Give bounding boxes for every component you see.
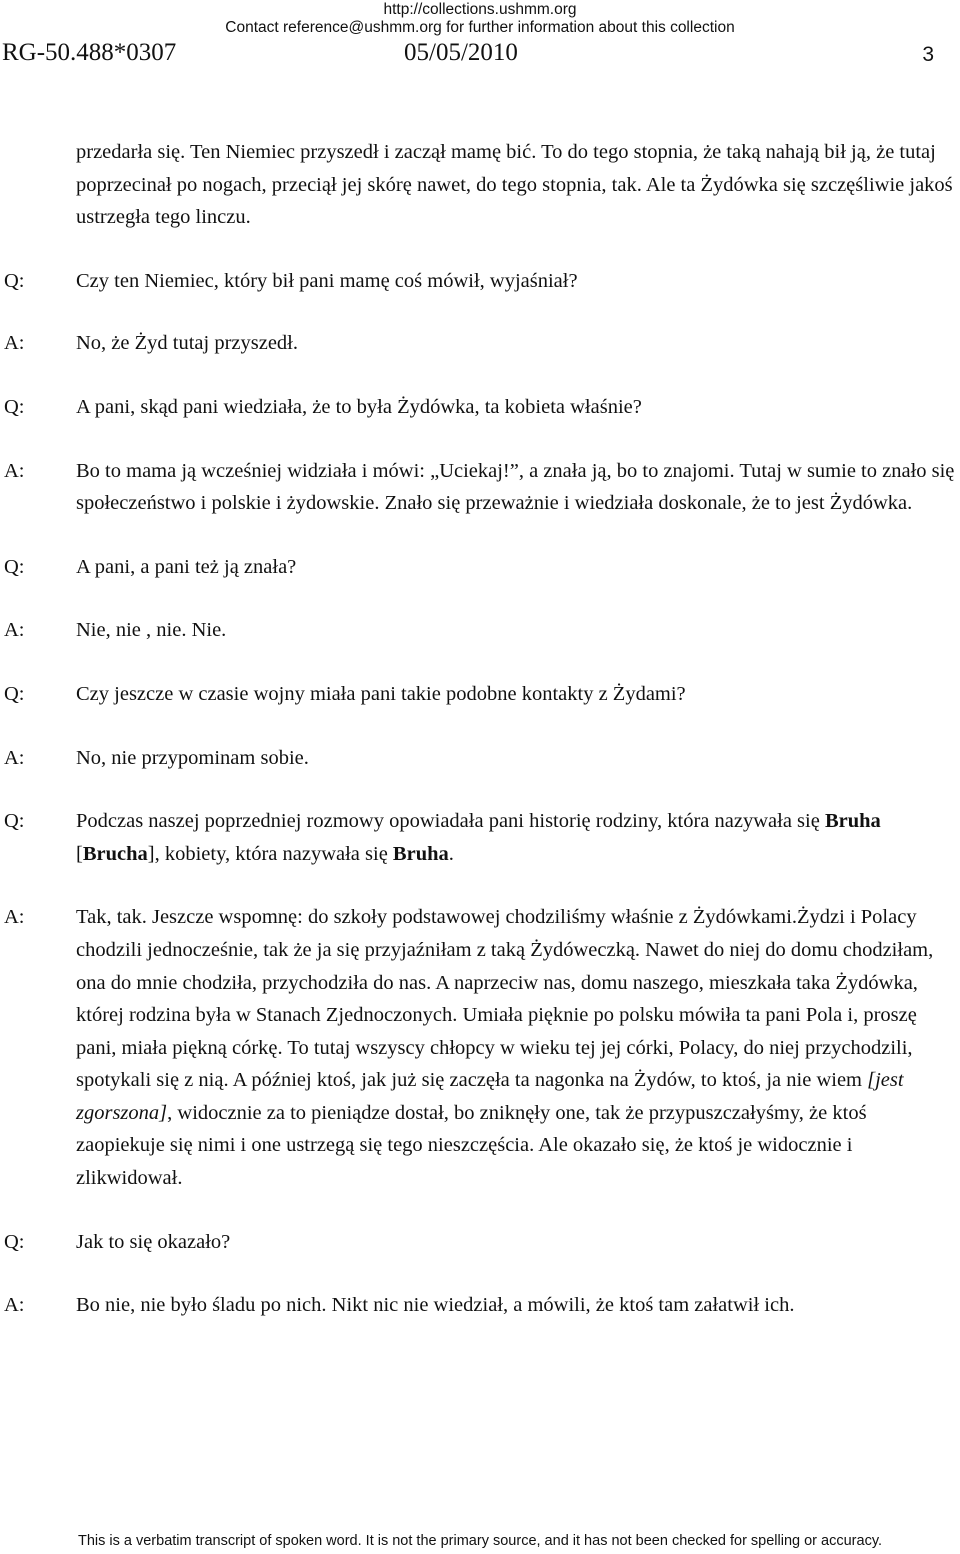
- text-run: [: [76, 842, 83, 865]
- editorial-note: [jest zgorszona]: [76, 1069, 904, 1124]
- lead-paragraph: [0, 136, 960, 234]
- page-number: 3: [922, 43, 934, 66]
- exchange-text: A pani, a pani też ją znała?: [76, 555, 297, 578]
- text-run: , widocznie za to pieniądze dostał, bo zniknęły one, tak że przypuszczałyśmy, że ktoś zaopiekuje się nimi i one ustrzegą się tego nieszczęścia. Ale okazało się, że ktoś je widocznie i zlikwidował.: [76, 1101, 867, 1190]
- exchange-text: Czy ten Niemiec, który bił pani mamę coś mówił, wyjaśniał?: [76, 269, 578, 292]
- speaker-label: A:: [4, 619, 25, 642]
- exchange-q: [0, 551, 960, 584]
- exchange-a: [0, 1289, 960, 1322]
- text-run: ], kobiety, która nazywała się: [147, 842, 393, 865]
- speaker-label: A:: [4, 1294, 25, 1317]
- exchange-text: Czy jeszcze w czasie wojny miała pani takie podobne kontakty z Żydami?: [76, 682, 686, 705]
- record-date: 05/05/2010: [404, 39, 518, 66]
- lead-paragraph-text: przedarła się. Ten Niemiec przyszedł i zaczął mamę bić. To do tego stopnia, że taką nahają bił ją, że tutaj poprzecinał po nogach, przeciął jej skórę nawet, do tego stopnia, tak. Ale ta Żydówka się szczęśliwie jakoś ustrzegła tego linczu.: [76, 141, 953, 229]
- exchange-text: A pani, skąd pani wiedziała, że to była Żydówka, ta kobieta właśnie?: [76, 395, 642, 418]
- exchange-text: [76, 805, 958, 870]
- speaker-label: A:: [4, 459, 25, 482]
- exchange-text: Jak to się okazało?: [76, 1230, 231, 1253]
- header-url: http://collections.ushmm.org: [383, 1, 577, 18]
- name-bruha: Bruha: [824, 810, 881, 833]
- exchange-q: [0, 805, 960, 870]
- transcript-body: [0, 136, 960, 1322]
- exchange-a: [0, 455, 960, 520]
- exchange-text: Bo to mama ją wcześniej widziała i mówi: „Uciekaj!”, a znała ją, bo to znajomi. Tutaj w sumie to znało się społeczeństwo i polskie i żydowskie. Znało się przeważnie i wiedziała doskonale, że to jest Żydówka.: [76, 459, 955, 515]
- speaker-label: Q:: [4, 810, 25, 833]
- speaker-label: A:: [4, 906, 25, 929]
- speaker-label: Q:: [4, 269, 25, 292]
- exchange-text: No, nie przypominam sobie.: [76, 746, 309, 769]
- name-bruha: Bruha: [392, 842, 449, 865]
- speaker-label: Q:: [4, 395, 25, 418]
- exchange-a: [0, 614, 960, 647]
- exchange-text: Bo nie, nie było śladu po nich. Nikt nic nie wiedział, a mówili, że ktoś tam załatwił ich.: [76, 1294, 795, 1317]
- exchange-q: [0, 1226, 960, 1259]
- exchange-q: [0, 265, 960, 298]
- header-contact: Contact reference@ushmm.org for further information about this collection: [225, 19, 735, 36]
- speaker-label: Q:: [4, 682, 25, 705]
- text-run: Tak, tak. Jeszcze wspomnę: do szkoły podstawowej chodziliśmy właśnie z Żydówkami.Żydzi i Polacy chodzili jednocześnie, tak że ja się przyjaźniłam z taką Żydóweczką. Nawet do niej do domu chodziłam, ona do mnie chodziła, przychodziła do nas. A naprzeciw nas, domu naszego, mieszkała taka Żydówka, której rodzina była w Stanach Zjednoczonych. Umiała pięknie po polsku mówiła ta pani Pola i, proszę pani, miała piękną córkę. To tutaj wszyscy chłopcy w wieku tej jej córki, Polacy, do niej przychodzili, spotykali się z nią. A później ktoś, jak już się zaczęła ta nagonka na Żydów, to ktoś, ja nie wiem: [76, 906, 934, 1092]
- speaker-label: Q:: [4, 1230, 25, 1253]
- disclaimer-footer: This is a verbatim transcript of spoken word. It is not the primary source, and it has not been checked for spelling or accuracy.: [77, 1533, 883, 1549]
- text-run: Podczas naszej poprzedniej rozmowy opowiadała pani historię rodziny, która nazywała się: [76, 810, 825, 833]
- record-id: RG-50.488*0307: [2, 39, 177, 66]
- exchange-a: [0, 742, 960, 775]
- exchange-text: [76, 901, 958, 1194]
- speaker-label: A:: [4, 746, 25, 769]
- exchange-q: [0, 391, 960, 424]
- exchange-q: [0, 678, 960, 711]
- speaker-label: Q:: [4, 555, 25, 578]
- text-run: .: [448, 842, 454, 865]
- exchange-text: Nie, nie , nie. Nie.: [76, 619, 227, 642]
- exchange-a: [0, 327, 960, 360]
- name-brucha: Brucha: [82, 842, 148, 865]
- exchange-a: [0, 901, 960, 1194]
- exchange-text: No, że Żyd tutaj przyszedł.: [76, 332, 299, 355]
- speaker-label: A:: [4, 332, 25, 355]
